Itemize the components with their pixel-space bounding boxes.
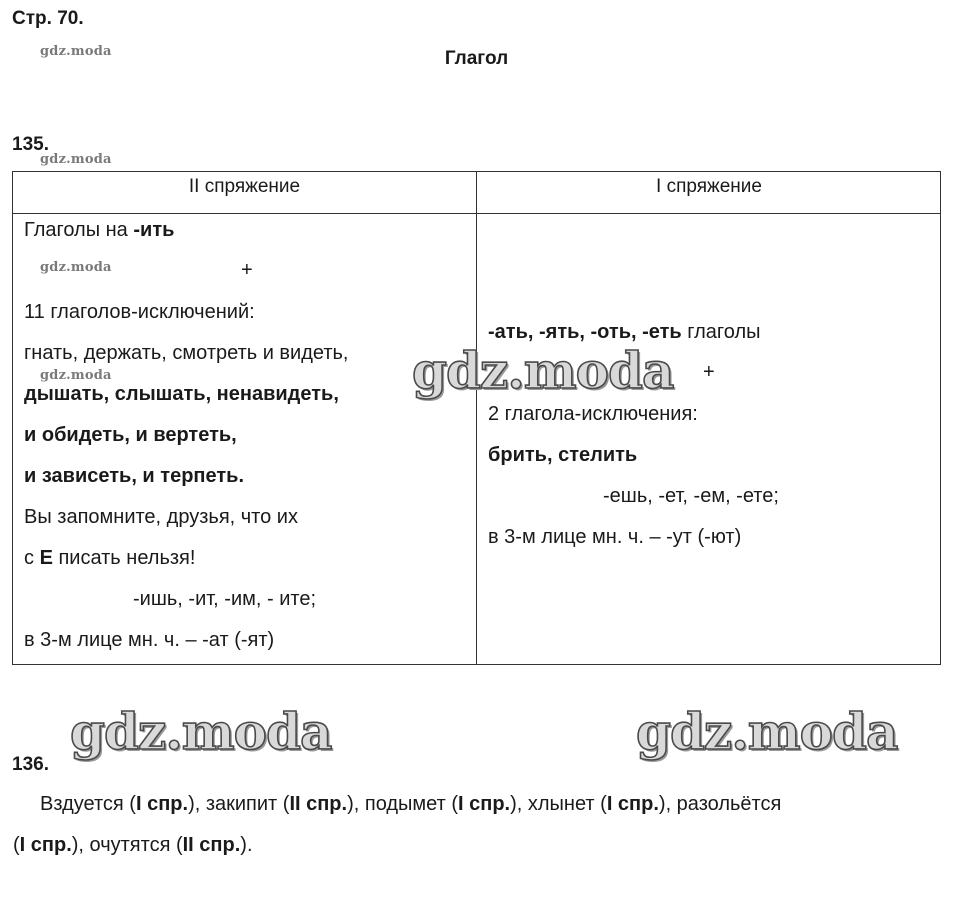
conjugation-label: II спр. — [289, 793, 348, 815]
conjugation-table — [12, 171, 941, 665]
page-title: Глагол — [444, 48, 509, 69]
left-rule-text: Глаголы на — [24, 219, 134, 241]
right-plus-sign: + — [703, 361, 715, 383]
watermark-logo: gdz.moda — [40, 260, 112, 275]
left-verse-prefix: с — [24, 547, 40, 569]
left-plural-ending: в 3-м лице мн. ч. – -ат (-ят) — [24, 629, 275, 651]
left-verse-suffix: писать нельзя! — [52, 547, 196, 569]
table-header-divider — [13, 213, 940, 214]
right-exceptions-heading: 2 глагола-исключения: — [488, 403, 698, 425]
left-exceptions-line-2: дышать, слышать, ненавидеть, — [24, 383, 339, 405]
task-number-136: 136. — [12, 754, 49, 775]
conjugation-label: I спр. — [19, 834, 72, 856]
answer-text: ), разольётся — [658, 793, 782, 815]
watermark-logo-large: gdz.moda — [70, 702, 332, 761]
right-exceptions-words: брить, стелить — [488, 444, 638, 466]
left-verse-letter: Е — [39, 547, 53, 569]
answer-line-2 — [13, 835, 253, 855]
conjugation-label: I спр. — [458, 793, 511, 815]
left-rule-suffix: -ить — [133, 219, 175, 241]
conjugation-label: I спр. — [135, 793, 189, 815]
left-exceptions-line-4: и зависеть, и терпеть. — [24, 465, 244, 487]
left-verse-line-1: Вы запомните, друзья, что их — [24, 506, 298, 528]
table-header-second-conjugation: II спряжение — [188, 176, 301, 197]
left-rule-line — [24, 220, 174, 240]
right-rule-line — [488, 322, 761, 342]
answer-text: ), очутятся ( — [71, 834, 183, 856]
answer-text: ), закипит ( — [188, 793, 290, 815]
task-number-135: 135. — [12, 134, 49, 155]
left-endings: -ишь, -ит, -им, - ите; — [133, 588, 316, 610]
table-header-first-conjugation: I спряжение — [656, 176, 762, 197]
conjugation-label: II спр. — [182, 834, 241, 856]
right-plural-ending: в 3-м лице мн. ч. – -ут (-ют) — [488, 526, 742, 548]
watermark-logo-large: gdz.moda — [636, 702, 898, 761]
left-exceptions-heading: 11 глаголов-исключений: — [24, 301, 255, 323]
watermark-logo: gdz.moda — [40, 152, 112, 167]
right-rule-text: глаголы — [681, 321, 761, 343]
table-column-divider — [476, 172, 477, 664]
watermark-logo: gdz.moda — [40, 44, 112, 59]
conjugation-label: I спр. — [606, 793, 659, 815]
answer-text: Вздуется ( — [40, 793, 136, 815]
watermark-logo-large: gdz.moda — [412, 341, 674, 400]
answer-text: ). — [240, 834, 253, 856]
right-endings: -ешь, -ет, -ем, -ете; — [603, 485, 779, 507]
page-reference: Стр. 70. — [12, 8, 84, 29]
left-exceptions-line-1: гнать, держать, смотреть и видеть, — [24, 342, 349, 364]
answer-line-1 — [40, 794, 781, 814]
left-verse-line-2 — [24, 548, 195, 568]
answer-text: ), хлынет ( — [510, 793, 607, 815]
answer-text: ), подымет ( — [347, 793, 459, 815]
right-rule-suffixes: -ать, -ять, -оть, -еть — [488, 321, 682, 343]
left-plus-sign: + — [241, 259, 253, 281]
left-exceptions-line-3: и обидеть, и вертеть, — [24, 424, 237, 446]
watermark-logo: gdz.moda — [40, 368, 112, 383]
answer-text: ( — [13, 834, 20, 856]
